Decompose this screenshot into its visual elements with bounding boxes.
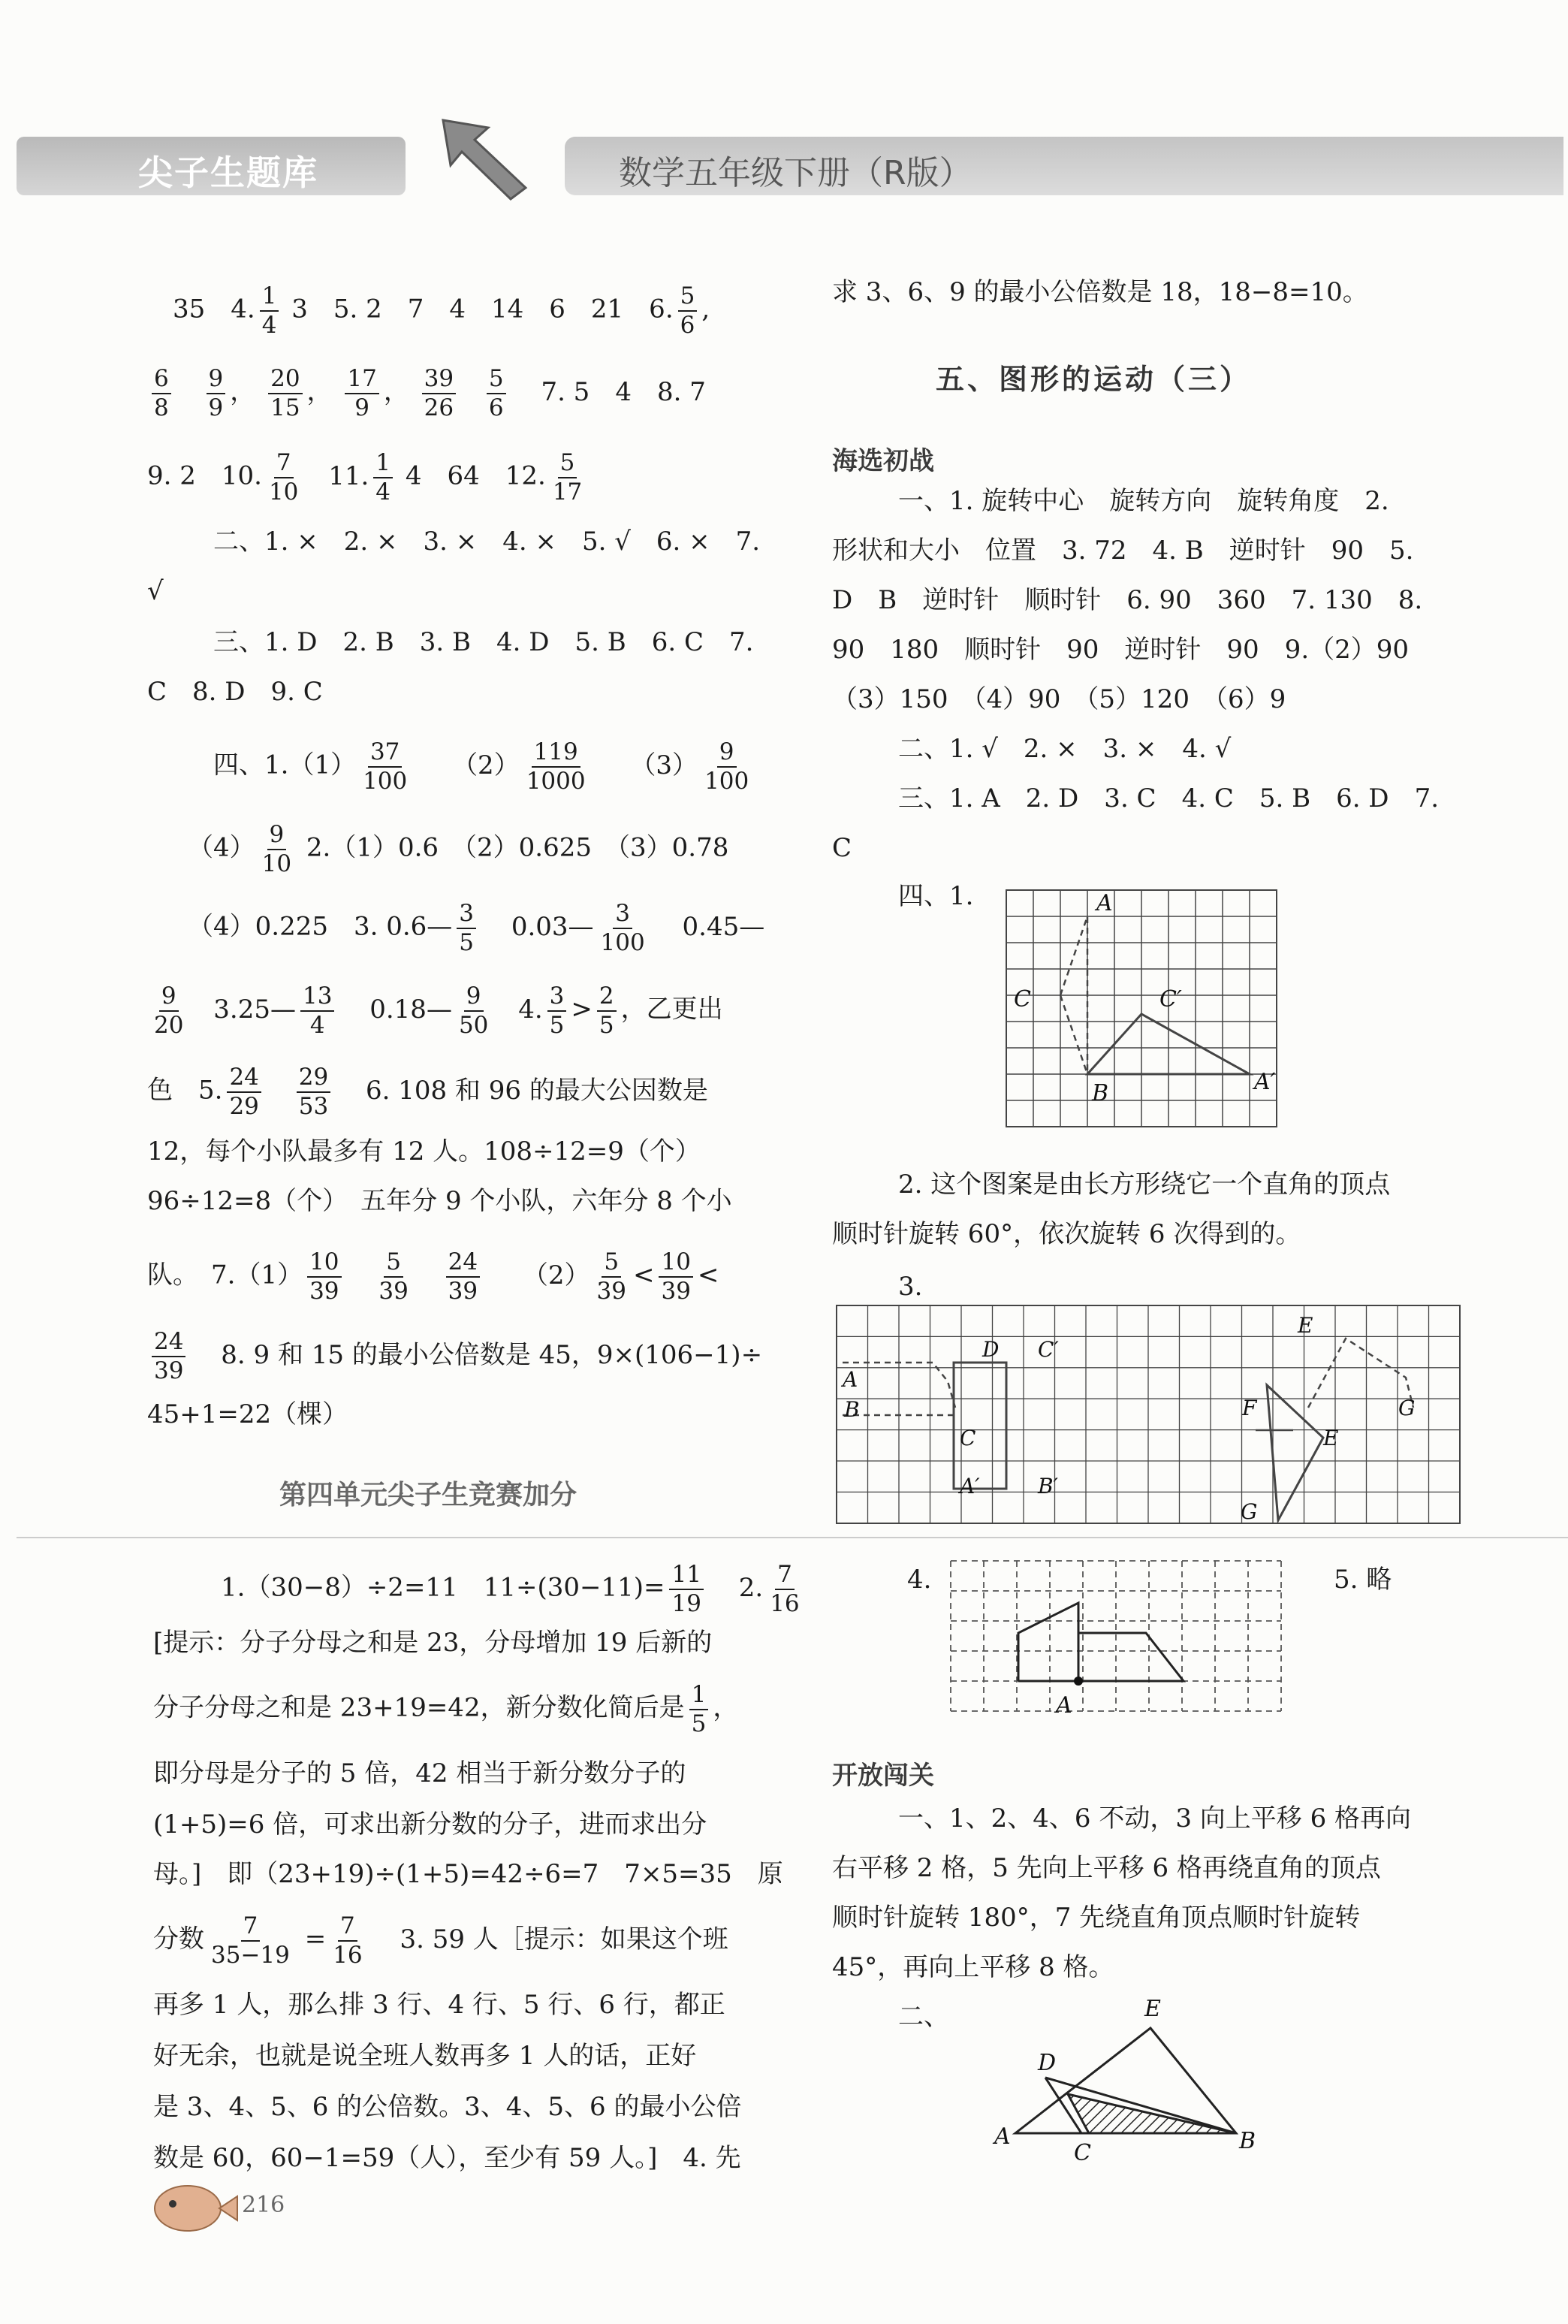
answer-line: 二、1. √ 2. × 3. × 4. √: [898, 734, 1232, 764]
answer-line: 即分母是分子的 5 倍，42 相当于新分数分子的: [153, 1758, 686, 1788]
answer-line: 3.: [898, 1272, 923, 1302]
answer-line: 分子分母之和是 23+19=42，新分数化简后是 $\frac{1}{5}$ ，: [153, 1681, 739, 1737]
header-book-series: [17, 137, 406, 195]
answer-line: 12，每个小队最多有 12 人。108÷12=9（个）: [147, 1136, 701, 1167]
answer-line: 4.: [907, 1565, 932, 1595]
svg-text:A′: A′: [1254, 1069, 1276, 1095]
answer-line: 分数 $\frac{7}{35-19}$ = $\frac{7}{16}$ 3. 59 人［提示：如果这个班: [153, 1912, 728, 1969]
svg-text:E: E: [1298, 1313, 1313, 1338]
svg-text:E: E: [1144, 1996, 1161, 2022]
svg-text:C′: C′: [1159, 986, 1182, 1013]
answer-line: C: [832, 833, 852, 863]
svg-text:B: B: [1239, 2128, 1256, 2154]
answer-line: （4）0.225 3. 0.6— $\frac{3}{5}$ 0.03— $\frac{3}{100}$ 0.45—: [188, 900, 765, 956]
answer-line: 5. 略: [1334, 1565, 1392, 1595]
answer-line: 队。 7.（1） $\frac{10}{39}$ $\frac{5}{39}$ $\frac{24}{39}$ （2） $\frac{5}{39}$ < $\frac{10}{39}$ <: [147, 1248, 719, 1305]
svg-text:A: A: [843, 1367, 858, 1392]
svg-text:B: B: [844, 1397, 860, 1422]
answer-line: 四、1.（1） $\frac{37}{100}$ （2） $\frac{119}{1000}$ （3） $\frac{9}{100}$: [213, 738, 749, 795]
svg-text:G: G: [1241, 1499, 1258, 1524]
svg-text:A′: A′: [960, 1474, 980, 1499]
answer-line: 再多 1 人，那么排 3 行、4 行、5 行、6 行，都正: [153, 1990, 725, 2020]
svg-text:A: A: [1056, 1692, 1072, 1719]
svg-text:C: C: [960, 1426, 976, 1450]
svg-text:B: B: [1092, 1080, 1109, 1106]
svg-text:E: E: [1323, 1426, 1339, 1450]
answer-line: D B 逆时针 顺时针 6. 90 360 7. 130 8.: [832, 585, 1423, 615]
answer-line: C 8. D 9. C: [147, 677, 323, 707]
triangle-figure-5: [984, 1983, 1269, 2163]
answer-line: 四、1.: [898, 881, 974, 911]
answer-line: 一、1. 旋转中心 旋转方向 旋转角度 2.: [898, 486, 1389, 516]
answer-line: $\frac{24}{39}$ 8. 9 和 15 的最小公倍数是 45，9×(106−1)÷: [147, 1330, 762, 1383]
answer-line: 好无余，也就是说全班人数再多 1 人的话，正好: [153, 2041, 697, 2071]
answer-line: $\frac{9}{20}$ 3.25— $\frac{13}{4}$ 0.18— $\frac{9}{50}$ 4. $\frac{3}{5}$ > $\frac{2}{5}$ ，乙更出: [154, 982, 723, 1039]
answer-line: 顺时针旋转 180°，7 先绕直角顶点顺时针旋转: [832, 1903, 1361, 1933]
svg-text:A: A: [994, 2123, 1011, 2150]
answer-line: 45°，再向上平移 8 格。: [832, 1952, 1114, 1982]
svg-text:C: C: [1074, 2140, 1091, 2163]
answer-line: 96÷12=8（个） 五年分 9 个小队，六年分 8 个小: [147, 1186, 732, 1216]
competition-title: 第四单元尖子生竞赛加分: [279, 1480, 577, 1511]
subsection-title: 开放闯关: [832, 1761, 934, 1791]
answer-line: 母。] 即（23+19)÷(1+5)=42÷6=7 7×5=35 原: [153, 1859, 783, 1889]
arrow-up-left-icon: [436, 113, 541, 203]
answer-line: 形状和大小 位置 3. 72 4. B 逆时针 90 5.: [832, 536, 1414, 566]
divider: [17, 1537, 1568, 1538]
answer-line: 三、1. A 2. D 3. C 4. C 5. B 6. D 7.: [898, 783, 1440, 813]
answer-line: 9. 2 10. $\frac{7}{10}$ 11. $\frac{1}{4}$ 4 64 12. $\frac{5}{17}$: [147, 449, 583, 506]
header-right-title: 数学五年级下册（R版）: [619, 154, 972, 192]
svg-text:A: A: [1096, 890, 1113, 916]
answer-line: 是 3、4、5、6 的公倍数。3、4、5、6 的最小公倍: [153, 2092, 742, 2122]
answer-line: 顺时针旋转 60°，依次旋转 6 次得到的。: [832, 1219, 1301, 1249]
answer-line: 三、1. D 2. B 3. B 4. D 5. B 6. C 7.: [213, 627, 754, 657]
answer-line: （4） $\frac{9}{10}$ 2.（1）0.6 （2）0.625 （3）0.78: [188, 821, 729, 877]
header-book-title: [565, 137, 1563, 195]
subsection-title: 海选初战: [832, 446, 934, 476]
svg-text:C: C: [1014, 986, 1031, 1013]
svg-text:D: D: [982, 1337, 1000, 1362]
svg-text:C′: C′: [1038, 1337, 1059, 1362]
answer-line: 45+1=22（棵）: [147, 1399, 348, 1429]
rotation-grid-figure-1: [999, 886, 1284, 1134]
answer-line: 数是 60，60−1=59（人），至少有 59 人。] 4. 先: [153, 2143, 741, 2173]
svg-text:B′: B′: [1038, 1474, 1058, 1499]
svg-text:F: F: [1242, 1396, 1257, 1420]
answer-line: 右平移 2 格，5 先向上平移 6 格再绕直角的顶点: [832, 1853, 1381, 1883]
answer-line: 二、: [898, 2002, 949, 2032]
answer-line: 求 3、6、9 的最小公倍数是 18，18−8=10。: [832, 277, 1368, 307]
answer-line: $\frac{6}{8}$ $\frac{9}{9}$ ， $\frac{20}{15}$ ， $\frac{17}{9}$ ， $\frac{39}{26}$ $\frac{5}{6}$ 7. 5 4 8. 7: [147, 367, 706, 420]
rotation-grid-figure-3: [835, 1302, 1463, 1528]
header-left-title: 尖子生题库: [138, 152, 318, 193]
svg-text:D: D: [1038, 2050, 1057, 2076]
svg-text:G: G: [1398, 1396, 1416, 1420]
section-title: 五、图形的运动（三）: [936, 363, 1252, 396]
fish-mascot-icon: [150, 2171, 240, 2238]
answer-line: (1+5)=6 倍，可求出新分数的分子，进而求出分: [153, 1809, 707, 1840]
answer-line: 1.（30−8）÷2=11 11÷(30−11)= $\frac{11}{19}$ 2. $\frac{7}{16}$: [221, 1561, 800, 1617]
answer-line: √: [147, 576, 164, 606]
answer-line: （3）150 （4）90 （5）120 （6）9: [832, 684, 1286, 714]
page-number: 216: [242, 2192, 285, 2218]
answer-line: 35 4. $\frac{1}{4}$ 3 5. 2 7 4 14 6 21 6. $\frac{5}{6}$ ,: [173, 282, 710, 339]
answer-line: 色 5. $\frac{24}{29}$ $\frac{29}{53}$ 6. 108 和 96 的最大公因数是: [147, 1064, 708, 1120]
composite-shape-figure-4: [943, 1558, 1289, 1732]
answer-line: 二、1. × 2. × 3. × 4. × 5. √ 6. × 7.: [213, 527, 761, 557]
answer-line: 2. 这个图案是由长方形绕它一个直角的顶点: [898, 1170, 1391, 1200]
answer-line: 一、1、2、4、6 不动，3 向上平移 6 格再向: [898, 1803, 1412, 1834]
answer-line: [提示：分子分母之和是 23，分母增加 19 后新的: [153, 1628, 713, 1658]
answer-line: 90 180 顺时针 90 逆时针 90 9.（2）90: [832, 635, 1410, 665]
